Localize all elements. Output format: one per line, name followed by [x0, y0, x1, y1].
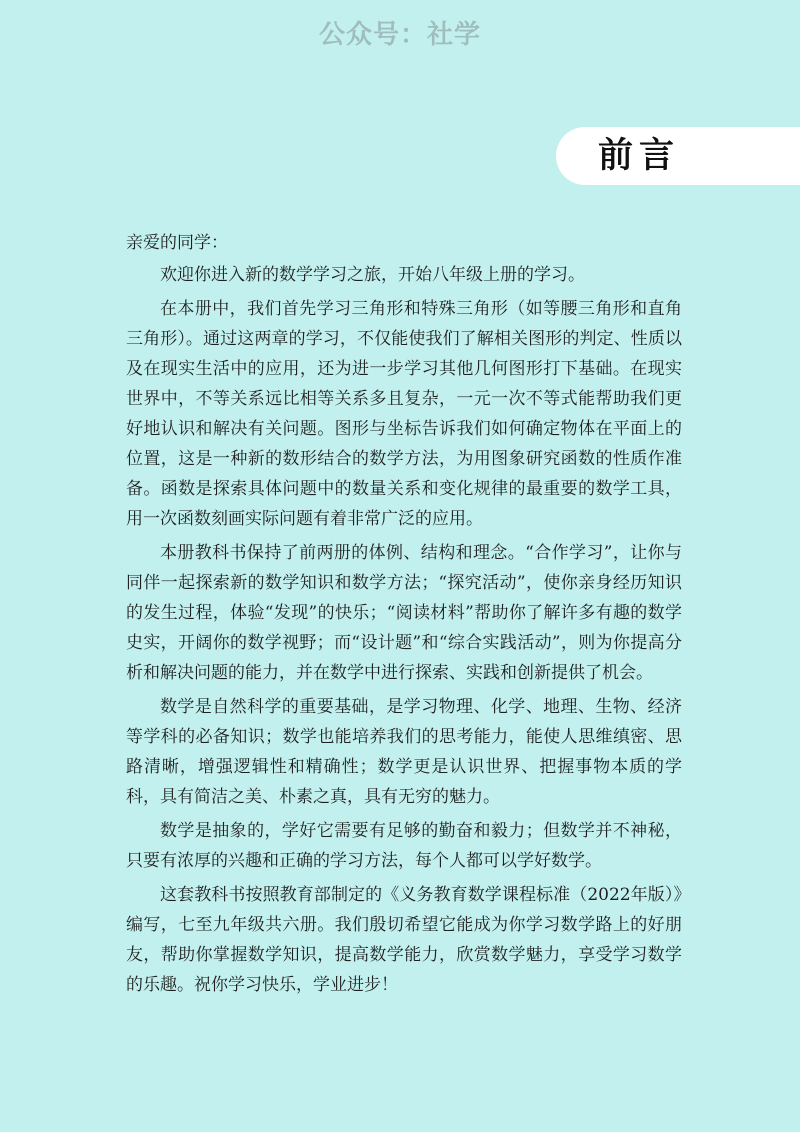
paragraph-contents: 在本册中，我们首先学习三角形和特殊三角形（如等腰三角形和直角三角形）。通过这两章的学习，不仅能使我们了解相关图形的判定、性质以及在现实生活中的应用，还为进一步学习其他几何图形打下基础。在现实世界中，不等关系远比相等关系多且复杂，一元一次不等式能帮助我们更好地认识和解决有关问题。图形与坐标告诉我们如何确定物体在平面上的位置，这是一种新的数形结合的数学方法，为用图象研究函数的性质作准备。函数是探索具体问题中的数量关系和变化规律的最重要的数学工具，用一次函数刻画实际问题有着非常广泛的应用。 [126, 299, 682, 529]
paragraph-closing: 这套教科书按照教育部制定的《义务教育数学课程标准（2022年版）》编写，七至九年级共六册。我们殷切希望它能成为你学习数学路上的好朋友，帮助你掌握数学知识，提高数学能力，欣赏数学魅力，享受学习数学的乐趣。祝你学习快乐，学业进步！ [126, 885, 682, 995]
preface-body [126, 228, 682, 1004]
page-title: 前言 [598, 136, 681, 176]
watermark-text: 公众号：社学 [318, 20, 481, 50]
greeting: 亲爱的同学： [126, 233, 228, 253]
paragraph-importance: 数学是自然科学的重要基础，是学习物理、化学、地理、生物、经济等学科的必备知识；数学也能培养我们的思考能力，能使人思维缜密、思路清晰，增强逻辑性和精确性；数学更是认识世界、把握事物本质的学科，具有简洁之美、朴素之真，具有无穷的魅力。 [126, 697, 682, 807]
paragraph-structure: 本册教科书保持了前两册的体例、结构和理念。“合作学习”，让你与同伴一起探索新的数学知识和数学方法；“探究活动”，使你亲身经历知识的发生过程，体验“发现”的快乐；“阅读材料”帮助你了解许多有趣的数学史实，开阔你的数学视野；而“设计题”和“综合实践活动”，则为你提高分析和解决问题的能力，并在数学中进行探索、实践和创新提供了机会。 [126, 543, 682, 683]
paragraph-method: 数学是抽象的，学好它需要有足够的勤奋和毅力；但数学并不神秘，只要有浓厚的兴趣和正确的学习方法，每个人都可以学好数学。 [126, 821, 682, 871]
paragraph-welcome: 欢迎你进入新的数学学习之旅，开始八年级上册的学习。 [160, 265, 585, 285]
title-tab [556, 127, 800, 185]
